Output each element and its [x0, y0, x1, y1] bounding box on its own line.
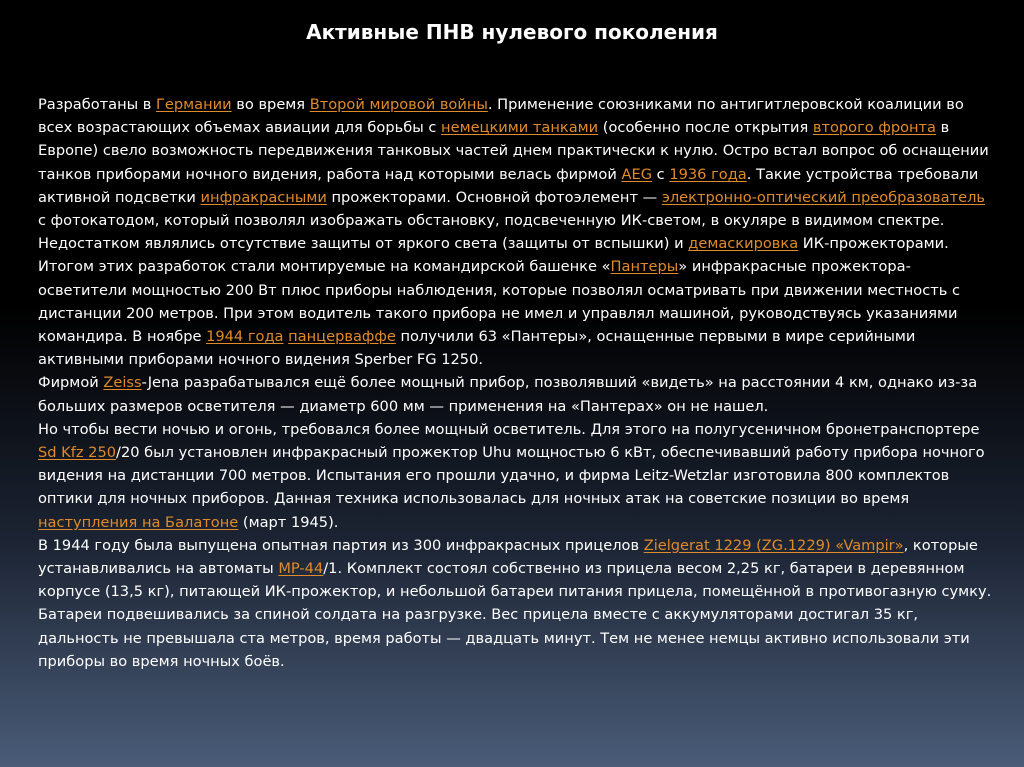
text-run: Разработаны в: [38, 96, 157, 113]
text-run: с фотокатодом, который позволял изображать обстановку, подсвеченную ИК-светом, в окуляре в видимом спектре. Недостатком являлись отсутствие защиты от яркого света (защиты от вспышки) и: [38, 212, 945, 253]
hyperlink[interactable]: немецкими танками: [441, 119, 599, 137]
text-run: (особенно после открытия: [598, 119, 813, 137]
text-run: Но чтобы вести ночью и огонь, требовался более мощный осветитель. Для этого на полугусеничном бронетранспортере: [38, 420, 980, 438]
paragraph-zeiss: [38, 371, 993, 417]
text-run: ИК-прожекторами.: [798, 235, 949, 253]
hyperlink[interactable]: панцерваффе: [288, 328, 396, 346]
hyperlink[interactable]: Zielgerat 1229 (ZG.1229) «Vampir»: [643, 536, 904, 554]
hyperlink[interactable]: Пантеры: [610, 258, 679, 276]
slide-title: Активные ПНВ нулевого поколения: [306, 20, 718, 44]
hyperlink[interactable]: электронно-оптический преобразователь: [661, 188, 985, 206]
text-run: получили 63 «Пантеры», оснащенные первыми в мире серийными активными приборами ночного видения Sperber FG 1250.: [38, 328, 916, 369]
hyperlink[interactable]: Второй мировой войны: [309, 96, 488, 113]
hyperlink[interactable]: Zeiss: [103, 374, 142, 392]
text-run: /20 был установлен инфракрасный прожектор Uhu мощностью 6 кВт, обеспечивавший работу прибора ночного видения на дистанции 700 метров. Испытания его прошли удачно, и фирма Leitz-Wetzlar изготовила 800 комплектов оптики для ночных приборов. Данная техника использовалась для ночных атак на советские позиции во время: [38, 444, 985, 508]
slide-body: [38, 93, 993, 673]
text-run: /1. Комплект состоял собственно из прицела весом 2,25 кг, батареи в деревянном корпусе (13,5 кг), питающей ИК-прожектор, и небольшой батареи питания прицела, помещённой в противогазную сумку. Батареи подвешивались за спиной солдата на разгрузке. Вес прицела вместе с аккумуляторами достигал 35 кг, дальность не превышала ста метров, время работы — двадцать минут. Тем не менее немцы активно использовали эти приборы во время ночных боёв.: [38, 560, 992, 670]
text-run: с: [652, 165, 670, 183]
hyperlink[interactable]: наступления на Балатоне: [38, 513, 239, 531]
text-run: Фирмой: [38, 374, 104, 392]
hyperlink[interactable]: Германии: [156, 96, 232, 113]
hyperlink[interactable]: демаскировка: [688, 235, 799, 253]
text-run: . Применение союзниками по антигитлеровской коалиции во всех возрастающих объемах авиации для борьбы с: [38, 96, 964, 137]
hyperlink[interactable]: AEG: [621, 165, 653, 183]
hyperlink[interactable]: Sd Kfz 250: [38, 444, 117, 462]
text-run: во время: [231, 96, 310, 113]
hyperlink[interactable]: второго фронта: [812, 119, 937, 137]
paragraph-development: [38, 93, 993, 255]
hyperlink[interactable]: инфракрасными: [200, 188, 327, 206]
text-run: . Такие устройства требовали активной подсветки: [38, 165, 979, 206]
paragraph-uhu: [38, 418, 993, 534]
text-run: В 1944 году была выпущена опытная партия из 300 инфракрасных прицелов: [38, 536, 644, 554]
text-run: » инфракрасные прожектора-осветители мощностью 200 Вт плюс приборы наблюдения, которые позволял осматривать при движении местность с дистанции 200 метров. При этом водитель такого прибора не имел и управлял машиной, руководствуясь указаниями командира. В ноябре: [38, 258, 961, 346]
paragraph-vampir: [38, 534, 993, 673]
text-run: прожекторами. Основной фотоэлемент —: [326, 188, 662, 206]
text-run: Итогом этих разработок стали монтируемые на командирской башенке «: [38, 258, 611, 276]
hyperlink[interactable]: 1936 года: [669, 165, 747, 183]
text-run: , которые устанавливались на автоматы: [38, 536, 978, 578]
text-run: в Европе) свело возможность передвижения танковых частей днем практически к нулю. Остро встал вопрос об оснащении танков приборами ночного видения, работа над которыми велась фирмой: [38, 119, 989, 183]
text-run: (март 1945).: [238, 513, 339, 531]
hyperlink[interactable]: MP-44: [278, 560, 324, 578]
hyperlink[interactable]: 1944 года: [206, 328, 284, 346]
paragraph-panther: [38, 255, 993, 371]
text-run: -Jena разрабатывался ещё более мощный прибор, позволявший «видеть» на расстоянии 4 км, однако из-за больших размеров осветителя — диаметр 600 мм — применения на «Пантерах» он не нашел.: [38, 374, 978, 415]
